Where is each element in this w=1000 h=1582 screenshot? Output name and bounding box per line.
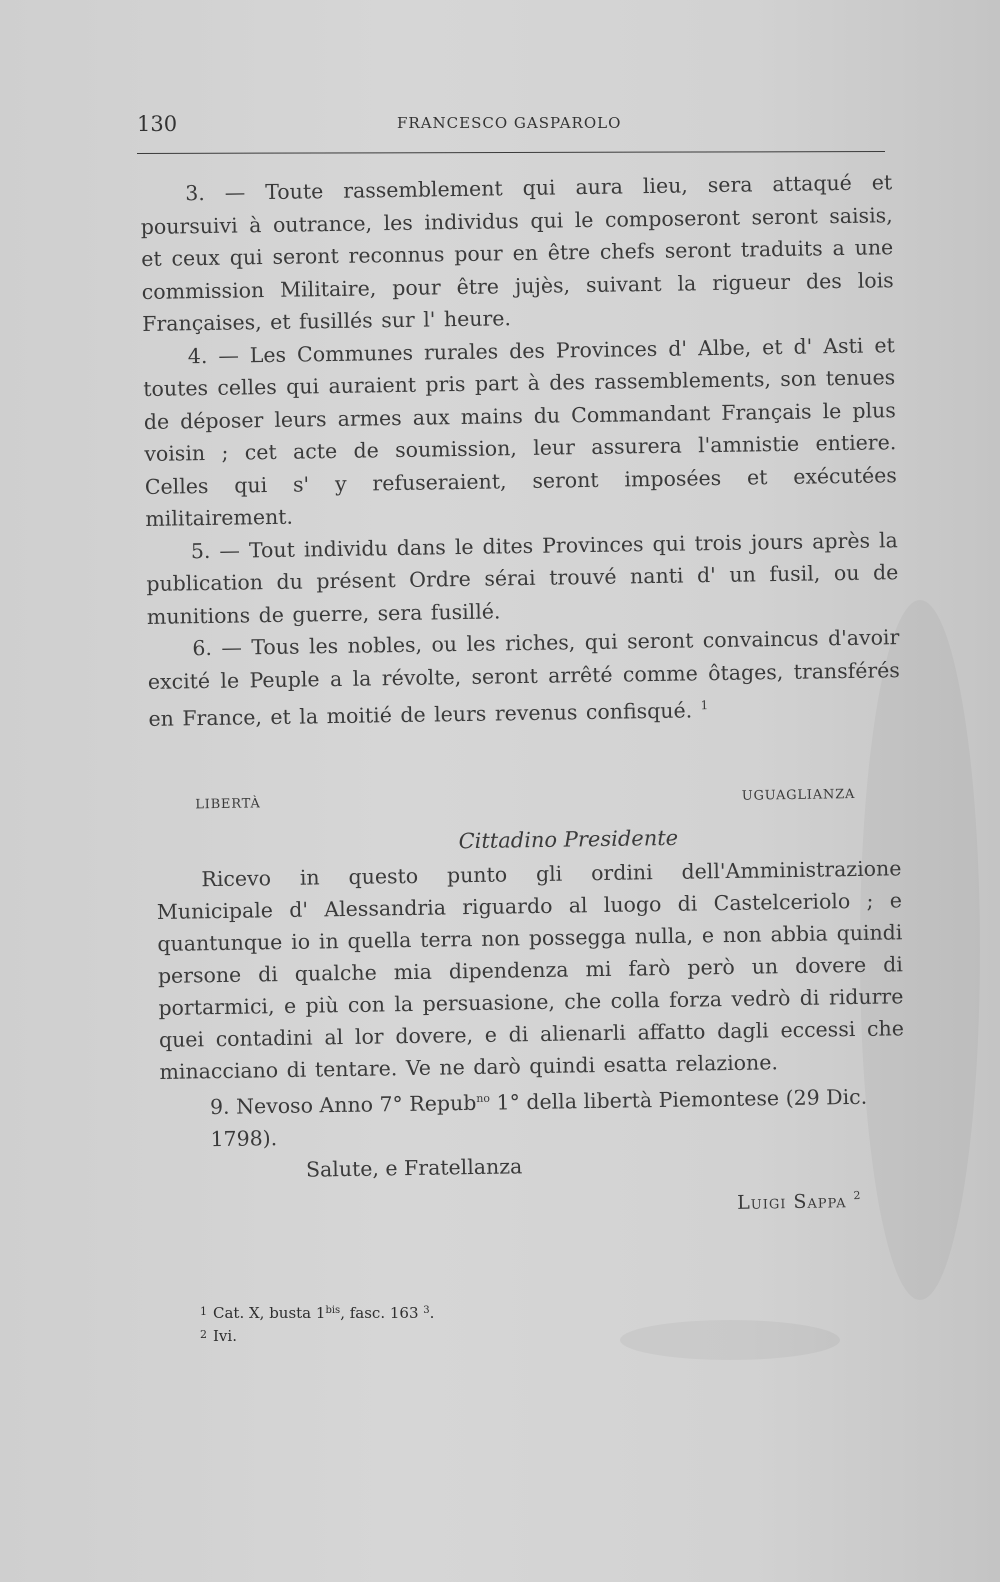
motto-uguaglianza: UGUAGLIANZA [741,787,856,804]
letter-body: Ricevo in questo punto gli ordini dell'Amministrazione Municipale d' Alessandria riguardo al luogo di Castelceriolo ; e quantunque io in quella terra non possegga nulla, e non abbia quindi persone di qualche mia dipendenza mi farò però un dovere di portarmici, e più con la persuasione, che colla forza vedrò di ridurre quei contadini al lor dovere, e di alienarli affatto dagli eccessi che minacciano di tentare. Ve ne darò quindi esatta relazione. [156,856,905,1084]
date-part-a: 9. Nevoso Anno 7° Repub [209,1090,477,1120]
signature-name: Luigi Sappa [736,1190,847,1214]
article-4: 4. — Les Communes rurales des Provinces d' Albe, et d' Asti et toutes celles qui auraient pris part à des rassemblements, son tenues de déposer leurs armes aux mains du Commandant Français le plus voisin ; cet acte de soumission, leur assurera l'amnistie entiere. Celles qui s' y refuseraient, seront imposées et exécutées militairement. [143,332,897,531]
footnote-1-sup2: 3 [423,1305,430,1316]
date-superscript: no [476,1091,491,1105]
letter-signature [161,1188,906,1223]
letter [155,776,907,1222]
footnote-1 [200,1300,434,1324]
motto-liberta: LIBERTÀ [195,796,261,813]
running-title: FRANCESCO GASPAROLO [397,114,622,132]
footnote-2-mark: 2 [200,1328,207,1341]
footnote-1-text-b: , fasc. 163 [340,1304,419,1322]
footnote-ref-2: 2 [853,1188,862,1202]
letter-date [160,1076,906,1156]
decree-articles [140,166,901,735]
footnote-ref-1: 1 [700,698,709,713]
footnotes [200,1300,434,1347]
footnote-1-text-a: Cat. X, busta 1 [213,1304,326,1322]
article-5: 5. — Tout individu dans le dites Provinces qui trois jours après la publication du présent Ordre sérai trouvé nanti d' un fusil, ou de munitions de guerre, sera fusillé. [146,527,899,629]
date-part-b: 1° della libertà Piemontese (29 Dic. 1798). [210,1084,868,1151]
footnote-1-mark: 1 [200,1305,207,1318]
footnote-1-text-c: . [429,1304,435,1322]
footnote-2-text: Ivi. [213,1327,237,1345]
footnote-2 [200,1324,434,1347]
article-3: 3. — Toute rassemblement qui aura lieu, sera attaqué et poursuivi à outrance, les individus qui le composeront seront saisis, et ceux qui seront reconnus pour en être chefs seront traduits a une commission Militaire, pour être jujès, suivant la rigueur des lois Françaises, et fusillés sur l' heure. [140,170,894,336]
page-header [137,112,885,142]
article-6-text: 6. — Tous les nobles, ou les riches, qui seront convaincus d'avoir excité le Peuple a la révolte, seront arrêté comme ôtages, transférés en France, et la moitié de leurs revenus confisqué. [147,625,901,731]
letter-closing: Salute, e Fratellanza [305,1154,523,1182]
footnote-1-sup: bis [325,1305,341,1316]
header-rule [137,151,885,154]
motto-row [155,776,900,822]
article-6 [147,621,901,735]
letter-salutation: Cittadino Presidente [458,825,679,854]
page-number: 130 [137,112,178,136]
